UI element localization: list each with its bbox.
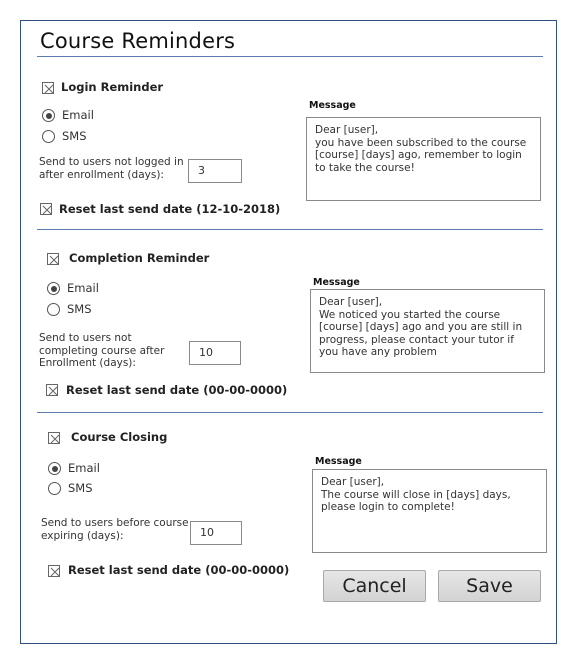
message-textarea[interactable]: Dear [user], The course will close in [days] days, please login to complete! — [312, 469, 547, 553]
checkbox-x-icon — [43, 83, 55, 95]
course-closing-checkbox[interactable] — [48, 432, 60, 444]
reset-checkbox[interactable] — [40, 203, 52, 215]
title-divider — [37, 56, 543, 57]
section-name: Login Reminder — [61, 80, 164, 94]
checkbox-x-icon — [47, 385, 59, 397]
days-input[interactable]: 3 — [188, 159, 242, 183]
days-label: Send to users before course expiring (days): — [41, 517, 189, 542]
radio-dot — [51, 286, 57, 292]
section-divider — [37, 229, 543, 230]
sms-radio[interactable] — [42, 130, 55, 143]
email-label: Email — [62, 108, 94, 122]
reset-checkbox[interactable] — [48, 565, 60, 577]
reset-checkbox[interactable] — [46, 384, 58, 396]
sms-label: SMS — [67, 302, 92, 316]
radio-dot — [52, 466, 58, 472]
section-divider — [37, 412, 543, 413]
checkbox-x-icon — [49, 433, 61, 445]
email-label: Email — [68, 461, 100, 475]
sms-label: SMS — [62, 129, 87, 143]
course-reminders-dialog — [20, 20, 557, 644]
section-name: Completion Reminder — [69, 251, 210, 265]
save-button[interactable]: Save — [438, 570, 541, 602]
message-label: Message — [315, 456, 362, 467]
checkbox-x-icon — [41, 204, 53, 216]
email-radio[interactable] — [47, 282, 60, 295]
email-radio[interactable] — [42, 109, 55, 122]
login-reminder-checkbox[interactable] — [42, 82, 54, 94]
radio-dot — [46, 113, 52, 119]
section-name: Course Closing — [71, 430, 168, 444]
page-title: Course Reminders — [40, 29, 236, 53]
message-label: Message — [313, 277, 360, 288]
email-radio[interactable] — [48, 462, 61, 475]
sms-radio[interactable] — [47, 303, 60, 316]
message-textarea[interactable]: Dear [user], you have been subscribed to the course [course] [days] ago, remember to login to take the course! — [306, 117, 541, 201]
reset-label: Reset last send date (12-10-2018) — [59, 202, 281, 216]
sms-radio[interactable] — [48, 482, 61, 495]
message-label: Message — [309, 100, 356, 111]
reset-label: Reset last send date (00-00-0000) — [68, 563, 290, 577]
cancel-button[interactable]: Cancel — [323, 570, 426, 602]
days-input[interactable]: 10 — [190, 521, 242, 545]
email-label: Email — [67, 281, 99, 295]
reset-label: Reset last send date (00-00-0000) — [66, 383, 288, 397]
days-input[interactable]: 10 — [189, 341, 241, 365]
checkbox-x-icon — [49, 566, 61, 578]
completion-reminder-checkbox[interactable] — [47, 253, 59, 265]
days-label: Send to users not completing course after Enrollment (days): — [39, 332, 165, 369]
checkbox-x-icon — [48, 254, 60, 266]
days-label: Send to users not logged in after enrollment (days): — [39, 156, 184, 181]
message-textarea[interactable]: Dear [user], We noticed you started the course [course] [days] ago and you are still in progress, please contact your tutor if you have any problem — [310, 289, 545, 373]
sms-label: SMS — [68, 481, 93, 495]
